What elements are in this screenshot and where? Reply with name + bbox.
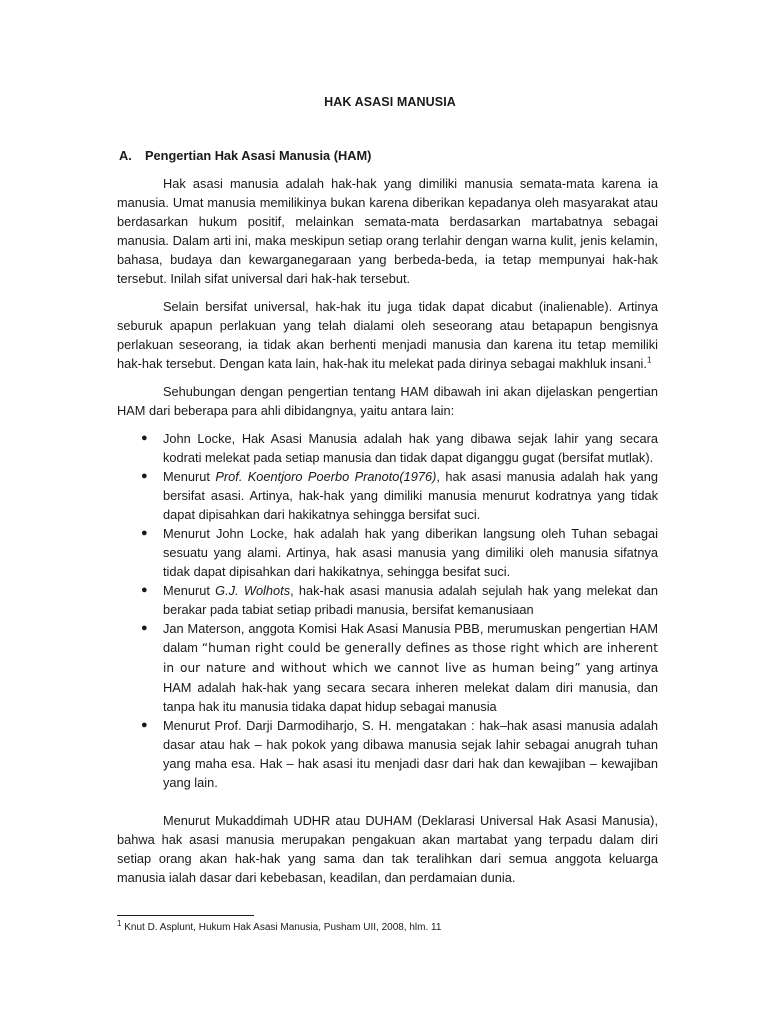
footnote-number: 1: [117, 919, 122, 928]
list-item-prefix: Jan Materson, anggota Komisi Hak Asasi Manusia PBB, merumuskan pengertian HAM dalam: [163, 621, 658, 655]
bullet-icon: ●: [141, 527, 148, 539]
list-item: [117, 467, 658, 524]
footnote-text: Knut D. Asplunt, Hukum Hak Asasi Manusia, Pusham UII, 2008, hlm. 11: [121, 922, 442, 933]
list-item: [117, 524, 658, 581]
bullet-icon: ●: [141, 622, 148, 634]
list-item-text: yang artinya HAM adalah hak-hak yang secara secara inheren melekat dalam diri manusia, dan tanpa hak itu manusia tidaka dapat hidup sebagai manusia: [163, 660, 658, 714]
section-title: Pengertian Hak Asasi Manusia (HAM): [145, 148, 372, 163]
expert-name: Prof. Koentjoro Poerbo Pranoto(1976): [215, 469, 437, 484]
list-item: [117, 716, 658, 792]
expert-definitions-list: [117, 429, 658, 792]
paragraph-inalienable-text: Selain bersifat universal, hak-hak itu juga tidak dapat dicabut (inalienable). Artinya seburuk apapun perlakuan yang telah dialami oleh seseorang atau betapapun bengisnya perlakuan seseorang, ia tidak akan berhenti menjadi manusia dan karena itu tetap memiliki hak-hak tersebut. Dengan kata lain, hak-hak itu melekat pada dirinya sebagai makhluk insani.: [117, 299, 658, 371]
list-item-text: Menurut John Locke, hak adalah hak yang diberikan langsung oleh Tuhan sebagai sesuatu yang alami. Artinya, hak asasi manusia yang dimiliki oleh manusia sifatnya tidak dapat dipisahkan dari hakikatnya, sehingga besifat suci.: [163, 526, 658, 579]
english-quote: “human right could be generally defines as those right which are inherent in our nature and without which we cannot live as human being”: [163, 641, 658, 675]
paragraph-udhr: Menurut Mukaddimah UDHR atau DUHAM (Deklarasi Universal Hak Asasi Manusia), bahwa hak asasi manusia merupakan pengakuan akan martabat yang terpadu dalam diri setiap orang akan hak-hak yang sama dan tak teralihkan dari semua anggota keluarga manusia ialah dasar dari kebebasan, keadilan, dan perdamaian dunia.: [117, 813, 658, 885]
list-item-text: , hak-hak asasi manusia adalah sejulah hak yang melekat dan berakar pada tabiat setiap pribadi manusia, bersifat kemanusiaan: [163, 583, 658, 617]
list-item-prefix: Menurut: [163, 583, 216, 598]
section-heading: [119, 146, 658, 165]
bullet-icon: ●: [141, 584, 148, 596]
list-item-prefix: Menurut: [163, 469, 216, 484]
bullet-icon: ●: [141, 719, 148, 731]
bullet-icon: ●: [141, 432, 148, 444]
paragraph-inalienable: [117, 297, 658, 373]
paragraph-experts-intro: Sehubungan dengan pengertian tentang HAM dibawah ini akan dijelaskan pengertian HAM dari beberapa para ahli dibidangnya, yaitu antara lain:: [117, 384, 658, 418]
list-item: [117, 429, 658, 467]
document-body: [117, 146, 658, 896]
bullet-icon: ●: [141, 470, 148, 482]
footnote: [117, 921, 441, 935]
list-item: [117, 619, 658, 716]
list-item: [117, 581, 658, 619]
list-item-text: John Locke, Hak Asasi Manusia adalah hak yang dibawa sejak lahir yang secara kodrati melekat pada setiap manusia dan tidak dapat diganggu gugat (bersifat mutlak).: [163, 431, 658, 465]
paragraph-definition: Hak asasi manusia adalah hak-hak yang dimiliki manusia semata-mata karena ia manusia. Umat manusia memilikinya bukan karena diberikan kepadanya oleh masyarakat atau berdasarkan hukum positif, melainkan semata-mata berdasarkan martabatnya sebagai manusia. Dalam arti ini, maka meskipun setiap orang terlahir dengan warna kulit, jenis kelamin, bahasa, budaya dan kewarganegaraan yang berbeda-beda, ia tetap mempunyai hak-hak tersebut. Inilah sifat universal dari hak-hak tersebut.: [117, 176, 658, 286]
section-letter: A.: [119, 148, 132, 163]
list-item-text: Menurut Prof. Darji Darmodiharjo, S. H. mengatakan : hak–hak asasi manusia adalah dasar atau hak – hak pokok yang dibawa manusia sejak lahir sebagai anugrah tuhan yang maha esa. Hak – hak asasi itu menjadi dasr dari hak dan kewajiban – kewajiban yang lain.: [163, 718, 658, 790]
footnote-divider: [117, 915, 254, 916]
expert-name: G.J. Wolhots: [215, 583, 291, 598]
page-title: HAK ASASI MANUSIA: [324, 95, 456, 109]
list-item-text: , hak asasi manusia adalah hak yang bersifat asasi. Artinya, hak-hak yang dimiliki manusia menurut kodratnya yang tidak dapat dipisahkan dari hakikatnya sehingga bersifat suci.: [163, 469, 658, 522]
footnote-marker: 1: [646, 355, 652, 365]
